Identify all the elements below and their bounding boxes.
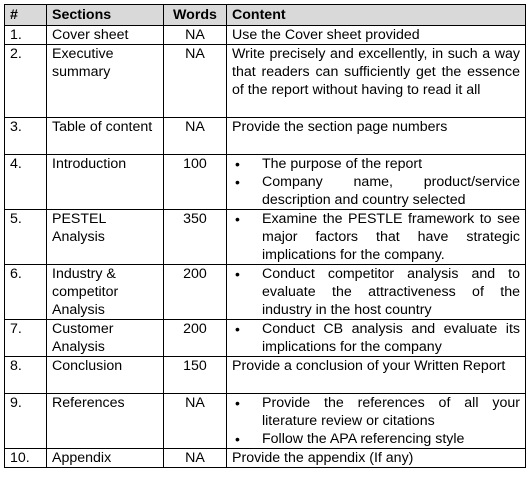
- report-structure-table: [4, 4, 526, 468]
- row-content: [227, 394, 526, 449]
- row-number: 2.: [5, 45, 47, 118]
- row-words: NA: [164, 394, 227, 449]
- table-row: [5, 449, 526, 468]
- row-section: Introduction: [47, 155, 164, 210]
- row-content: Write precisely and excellently, in such a way that readers can sufficiently get the essence of the report without having to read it all: [227, 45, 526, 118]
- row-section: Conclusion: [47, 357, 164, 394]
- row-words: 200: [164, 265, 227, 320]
- row-number: 1.: [5, 26, 47, 45]
- table-row: [5, 118, 526, 155]
- row-number: 7.: [5, 320, 47, 357]
- row-number: 5.: [5, 210, 47, 265]
- header-content: Content: [227, 5, 526, 26]
- row-section: Industry & competitor Analysis: [47, 265, 164, 320]
- row-content: [227, 265, 526, 320]
- table-row: [5, 357, 526, 394]
- row-words: 350: [164, 210, 227, 265]
- row-content: Provide a conclusion of your Written Report: [227, 357, 526, 394]
- row-section: Executive summary: [47, 45, 164, 118]
- row-number: 3.: [5, 118, 47, 155]
- table-row: [5, 26, 526, 45]
- row-number: 10.: [5, 449, 47, 468]
- bullet-item: • Follow the APA referencing style: [232, 430, 520, 448]
- bullet-item: • Conduct competitor analysis and to evaluate the attractiveness of the industry in the host country: [232, 265, 520, 319]
- row-words: NA: [164, 449, 227, 468]
- bullet-item: • Conduct CB analysis and evaluate its implications for the company: [232, 320, 520, 356]
- bullet-list: [232, 265, 520, 319]
- table-row: [5, 155, 526, 210]
- row-section: PESTEL Analysis: [47, 210, 164, 265]
- row-content: Use the Cover sheet provided: [227, 26, 526, 45]
- row-content: [227, 210, 526, 265]
- row-number: 8.: [5, 357, 47, 394]
- table-header-row: [5, 5, 526, 26]
- bullet-item: • Provide the references of all your literature review or citations: [232, 394, 520, 430]
- row-number: 6.: [5, 265, 47, 320]
- bullet-list: [232, 210, 520, 264]
- row-words: NA: [164, 26, 227, 45]
- header-number: #: [5, 5, 47, 26]
- row-section: Cover sheet: [47, 26, 164, 45]
- row-words: NA: [164, 118, 227, 155]
- row-section: Customer Analysis: [47, 320, 164, 357]
- bullet-list: [232, 320, 520, 356]
- header-sections: Sections: [47, 5, 164, 26]
- row-section: Appendix: [47, 449, 164, 468]
- table-row: [5, 320, 526, 357]
- row-content: Provide the appendix (If any): [227, 449, 526, 468]
- row-content: [227, 155, 526, 210]
- row-content: Provide the section page numbers: [227, 118, 526, 155]
- row-words: 100: [164, 155, 227, 210]
- bullet-list: [232, 155, 520, 209]
- row-number: 9.: [5, 394, 47, 449]
- row-words: NA: [164, 45, 227, 118]
- row-section: References: [47, 394, 164, 449]
- bullet-item: • Examine the PESTLE framework to see major factors that have strategic implications for the company.: [232, 210, 520, 264]
- header-words: Words: [164, 5, 227, 26]
- bullet-list: [232, 394, 520, 448]
- bullet-item: • The purpose of the report: [232, 155, 520, 173]
- row-words: 200: [164, 320, 227, 357]
- table-row: [5, 265, 526, 320]
- row-section: Table of content: [47, 118, 164, 155]
- bullet-item: • Company name, product/service description and country selected: [232, 173, 520, 209]
- row-content: [227, 320, 526, 357]
- table-row: [5, 210, 526, 265]
- table-row: [5, 394, 526, 449]
- row-number: 4.: [5, 155, 47, 210]
- table-row: [5, 45, 526, 118]
- row-words: 150: [164, 357, 227, 394]
